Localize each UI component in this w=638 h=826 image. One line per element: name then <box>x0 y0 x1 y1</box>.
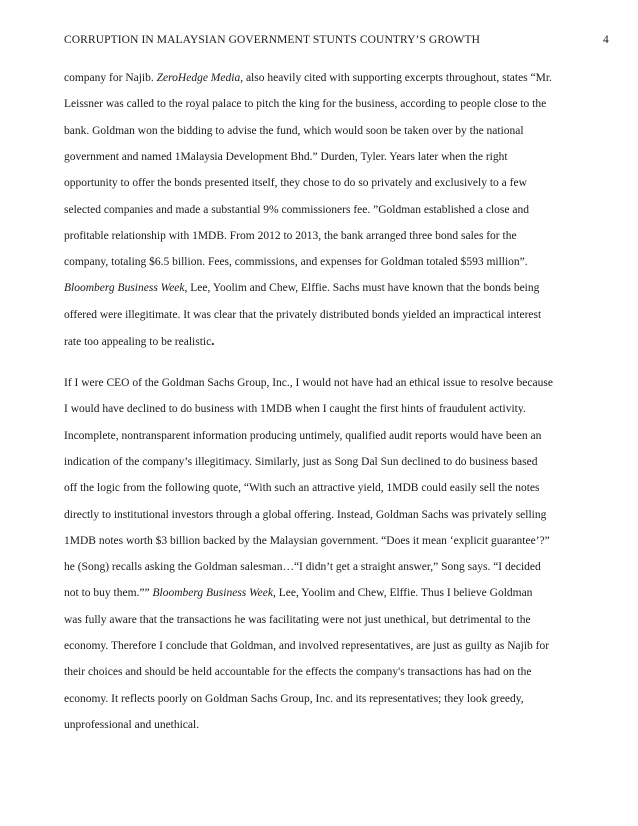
page-number: 4 <box>603 34 609 46</box>
text-segment: their choices and should be held accountable for the effects the company's transactions has had on the <box>64 666 532 679</box>
text-segment: he (Song) recalls asking the Goldman salesman…“I didn’t get a straight answer,” Song says. “I decided <box>64 561 541 574</box>
text-segment: Lee, Yoolim and Chew, Elffie. Thus I believe Goldman <box>275 587 533 600</box>
paragraph2-line <box>64 665 531 679</box>
text-segment: off the logic from the following quote, “With such an attractive yield, 1MDB could easily sell the notes <box>64 482 540 495</box>
text-segment: Incomplete, nontransparent information producing untimely, qualified audit reports would have been an <box>64 429 542 442</box>
text-segment: profitable relationship with 1MDB. From 2012 to 2013, the bank arranged three bond sales for the <box>64 229 517 242</box>
paragraph2-line <box>64 560 541 574</box>
paragraph2-line <box>64 718 199 732</box>
paragraph2-line <box>64 692 524 706</box>
paragraph1-line <box>64 176 527 190</box>
paragraph1-line <box>64 150 508 164</box>
paragraph1-line <box>64 203 529 217</box>
paragraph1-line <box>64 124 524 138</box>
text-segment: Bloomberg Business Week, <box>152 587 276 600</box>
paragraph2-line <box>64 508 546 522</box>
text-segment: opportunity to offer the bonds presented itself, they chose to do so privately and exclusively to a few <box>64 177 527 190</box>
paragraph1-line <box>64 255 528 269</box>
text-segment: company for Najib. <box>64 72 157 84</box>
paragraph2-line <box>64 534 550 548</box>
paragraph2-line <box>64 613 531 627</box>
text-segment: I would have declined to do business with 1MDB when I caught the first hints of fraudulent activity. <box>64 403 526 416</box>
text-segment: indication of the company’s illegitimacy. Similarly, just as Song Dal Sun declined to do business based <box>64 455 538 468</box>
paragraph1-line <box>64 97 546 111</box>
paragraph2-line <box>64 455 537 469</box>
text-segment: selected companies and made a substantial 9% commissioners fee. ”Goldman established a close and <box>64 203 529 216</box>
text-segment: Leissner was called to the royal palace to pitch the king for the business, according to people close to the <box>64 98 547 111</box>
text-segment: . <box>211 333 215 348</box>
text-segment: not to buy them.”” <box>64 587 153 600</box>
text-segment: If I were CEO of the Goldman Sachs Group, Inc., I would not have had an ethical issue to resolve because <box>64 377 553 389</box>
text-segment: rate too appealing to be realistic <box>64 336 212 348</box>
paragraph2-line <box>64 481 540 495</box>
text-segment: , also heavily cited with supporting excerpts throughout, states “Mr. <box>240 72 552 84</box>
text-segment: offered were illegitimate. It was clear that the privately distributed bonds yielded an impractical interest <box>64 308 542 321</box>
running-header: CORRUPTION IN MALAYSIAN GOVERNMENT STUNTS COUNTRY’S GROWTH <box>64 34 480 46</box>
paragraph1-line <box>64 281 539 295</box>
text-segment: company, totaling $6.5 billion. Fees, commissions, and expenses for Goldman totaled $593 million”. <box>64 256 528 269</box>
text-segment: unprofessional and unethical. <box>64 718 200 731</box>
paragraph2-line <box>64 376 553 390</box>
text-segment: , Lee, Yoolim and Chew, Elffie. Sachs must have known that the bonds being <box>184 282 540 295</box>
paragraph2-line <box>64 429 541 443</box>
text-segment: government and named 1Malaysia Development Bhd.” Durden, Tyler. Years later when the right <box>64 150 508 163</box>
paragraph2-line <box>64 402 526 416</box>
paragraph1-line <box>64 334 214 349</box>
text-segment: Bloomberg Business Week <box>64 282 185 295</box>
text-segment: ZeroHedge Media <box>156 72 241 84</box>
text-segment: economy. Therefore I conclude that Goldman, and involved representatives, are just as guilty as Najib for <box>64 640 550 652</box>
paragraph1-line <box>64 229 517 243</box>
paragraph2-line <box>64 586 532 600</box>
paragraph1-line <box>64 71 552 85</box>
text-segment: economy. It reflects poorly on Goldman Sachs Group, Inc. and its representatives; they look greedy, <box>64 692 524 705</box>
text-segment: was fully aware that the transactions he was facilitating were not just unethical, but detrimental to the <box>64 613 531 626</box>
paragraph1-line <box>64 308 541 322</box>
text-segment: bank. Goldman won the bidding to advise the fund, which would soon be taken over by the national <box>64 124 524 137</box>
paragraph2-line <box>64 639 549 653</box>
text-segment: directly to institutional investors through a global offering. Instead, Goldman Sachs was privately selling <box>64 508 547 521</box>
text-segment: 1MDB notes worth $3 billion backed by the Malaysian government. “Does it mean ‘explicit guarantee’?” <box>64 534 550 547</box>
